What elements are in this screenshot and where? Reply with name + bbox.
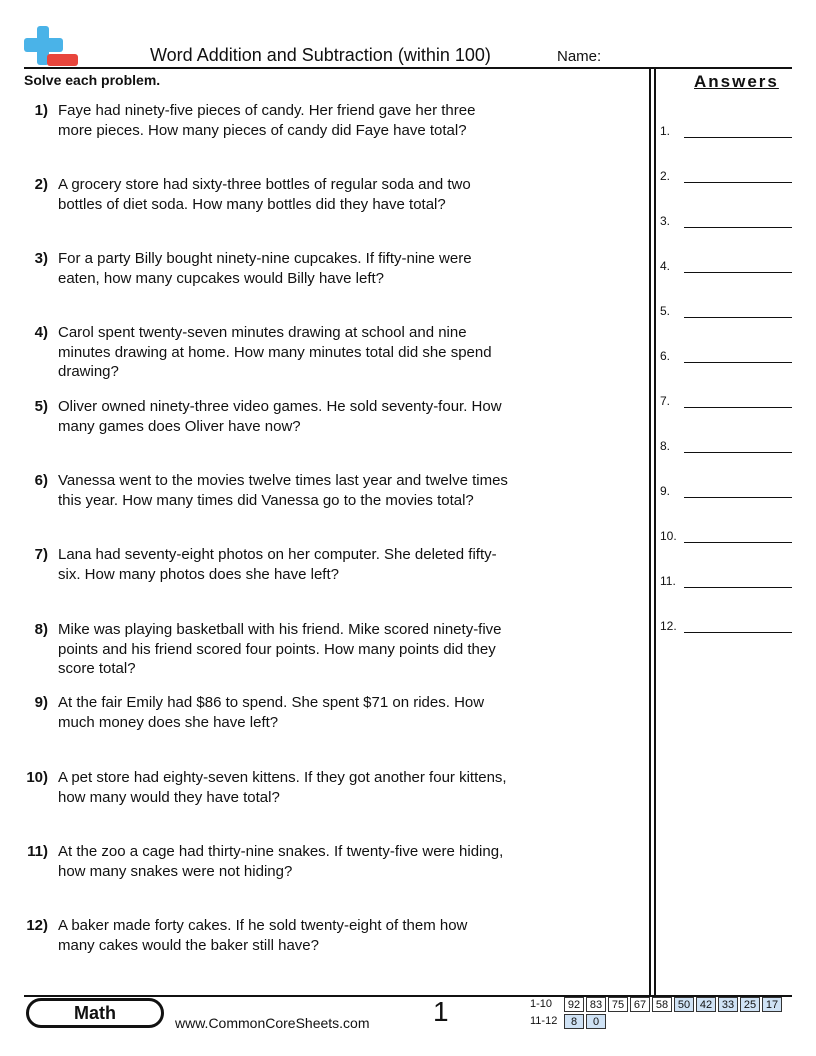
problem-number: 8) xyxy=(34,621,48,638)
answer-slot-8[interactable] xyxy=(660,439,792,459)
answer-slot-12[interactable] xyxy=(660,619,792,639)
answer-slot-1[interactable] xyxy=(660,124,792,144)
score-key-cell: 25 xyxy=(740,997,760,1012)
answer-slot-3[interactable] xyxy=(660,214,792,234)
problem-text: A pet store had eighty-seven kittens. If they got another four kittens, how many would they have total? xyxy=(58,769,507,806)
name-label: Name: xyxy=(557,48,602,65)
answer-slot-11[interactable] xyxy=(660,574,792,594)
problem-number: 11) xyxy=(27,843,48,860)
score-key-cell: 0 xyxy=(586,1014,606,1029)
answer-line[interactable] xyxy=(684,317,792,318)
site-url[interactable]: www.CommonCoreSheets.com xyxy=(175,1015,370,1031)
answer-slot-10[interactable] xyxy=(660,529,792,549)
answer-slot-7[interactable] xyxy=(660,394,792,414)
page-number: 1 xyxy=(433,996,449,1027)
answer-line[interactable] xyxy=(684,632,792,633)
problem-text: For a party Billy bought ninety-nine cupcakes. If fifty-nine were eaten, how many cupcakes would Billy have left? xyxy=(58,250,472,287)
problem-text: Carol spent twenty-seven minutes drawing at school and nine minutes drawing at home. How many minutes total did she spend drawing? xyxy=(58,324,492,380)
score-key-cell: 33 xyxy=(718,997,738,1012)
answer-label: 11. xyxy=(660,574,676,588)
answer-slot-9[interactable] xyxy=(660,484,792,504)
problem-number: 1) xyxy=(34,102,48,119)
answer-line[interactable] xyxy=(684,182,792,183)
score-key-cell: 92 xyxy=(564,997,584,1012)
problem-number: 10) xyxy=(26,769,48,786)
problem-number: 9) xyxy=(34,694,48,711)
problem-text: Mike was playing basketball with his friend. Mike scored ninety-five points and his friend scored four points. How many points did they score total? xyxy=(58,621,502,677)
score-key-label: 11-12 xyxy=(530,1015,558,1027)
answer-label: 4. xyxy=(660,259,671,273)
problem-text: At the zoo a cage had thirty-nine snakes. If twenty-five were hiding, how many snakes were not hiding? xyxy=(58,843,504,880)
score-key-cell: 8 xyxy=(564,1014,584,1029)
answer-line[interactable] xyxy=(684,362,792,363)
instructions: Solve each problem. xyxy=(24,72,161,88)
page-title: Word Addition and Subtraction (within 100) xyxy=(150,45,491,65)
answer-slot-5[interactable] xyxy=(660,304,792,324)
header-divider xyxy=(24,67,792,69)
answer-label: 9. xyxy=(660,484,671,498)
problem-number: 3) xyxy=(34,250,48,267)
answer-line[interactable] xyxy=(684,542,792,543)
problem-text: Oliver owned ninety-three video games. He sold seventy-four. How many games does Oliver have now? xyxy=(58,398,502,435)
problem-number: 7) xyxy=(34,546,48,563)
problem-text: Vanessa went to the movies twelve times last year and twelve times this year. How many times did Vanessa go to the movies total? xyxy=(58,472,508,509)
problem-text: A grocery store had sixty-three bottles of regular soda and two bottles of diet soda. How many bottles did they have total? xyxy=(58,176,471,213)
score-key-label: 1-10 xyxy=(530,998,553,1010)
problem-text: At the fair Emily had $86 to spend. She spent $71 on rides. How much money does she have left? xyxy=(58,694,485,731)
score-key-cell: 50 xyxy=(674,997,694,1012)
answer-slot-4[interactable] xyxy=(660,259,792,279)
logo-minus-icon xyxy=(47,54,78,66)
problem-number: 4) xyxy=(34,324,48,341)
answer-line[interactable] xyxy=(684,407,792,408)
problem-text: A baker made forty cakes. If he sold twenty-eight of them how many cakes would the baker still have? xyxy=(58,917,468,954)
answer-line[interactable] xyxy=(684,227,792,228)
answer-label: 5. xyxy=(660,304,671,318)
answer-label: 12. xyxy=(660,619,677,633)
column-divider xyxy=(654,67,656,995)
answer-slot-6[interactable] xyxy=(660,349,792,369)
score-key-cell: 67 xyxy=(630,997,650,1012)
problem-number: 2) xyxy=(34,176,48,193)
problem-text: Faye had ninety-five pieces of candy. Her friend gave her three more pieces. How many pieces of candy did Faye have total? xyxy=(58,102,476,139)
answer-label: 10. xyxy=(660,529,677,543)
answer-label: 8. xyxy=(660,439,671,453)
answers-title: Answers xyxy=(694,72,779,91)
problem-number: 6) xyxy=(34,472,48,489)
score-key-cell: 58 xyxy=(652,997,672,1012)
answer-label: 3. xyxy=(660,214,671,228)
problem-text: Lana had seventy-eight photos on her computer. She deleted fifty-six. How many photos does she have left? xyxy=(58,546,497,583)
answer-label: 2. xyxy=(660,169,671,183)
answer-label: 1. xyxy=(660,124,671,138)
answer-line[interactable] xyxy=(684,497,792,498)
subject-badge: Math xyxy=(26,998,164,1028)
answer-line[interactable] xyxy=(684,137,792,138)
score-key-cell: 83 xyxy=(586,997,606,1012)
answer-label: 7. xyxy=(660,394,671,408)
problem-number: 5) xyxy=(34,398,48,415)
answer-line[interactable] xyxy=(684,587,792,588)
answer-line[interactable] xyxy=(684,272,792,273)
score-key-cell: 75 xyxy=(608,997,628,1012)
answer-slot-2[interactable] xyxy=(660,169,792,189)
problem-number: 12) xyxy=(26,917,48,934)
column-divider xyxy=(649,67,651,995)
answer-label: 6. xyxy=(660,349,671,363)
score-key-cell: 42 xyxy=(696,997,716,1012)
score-key-cell: 17 xyxy=(762,997,782,1012)
answer-line[interactable] xyxy=(684,452,792,453)
